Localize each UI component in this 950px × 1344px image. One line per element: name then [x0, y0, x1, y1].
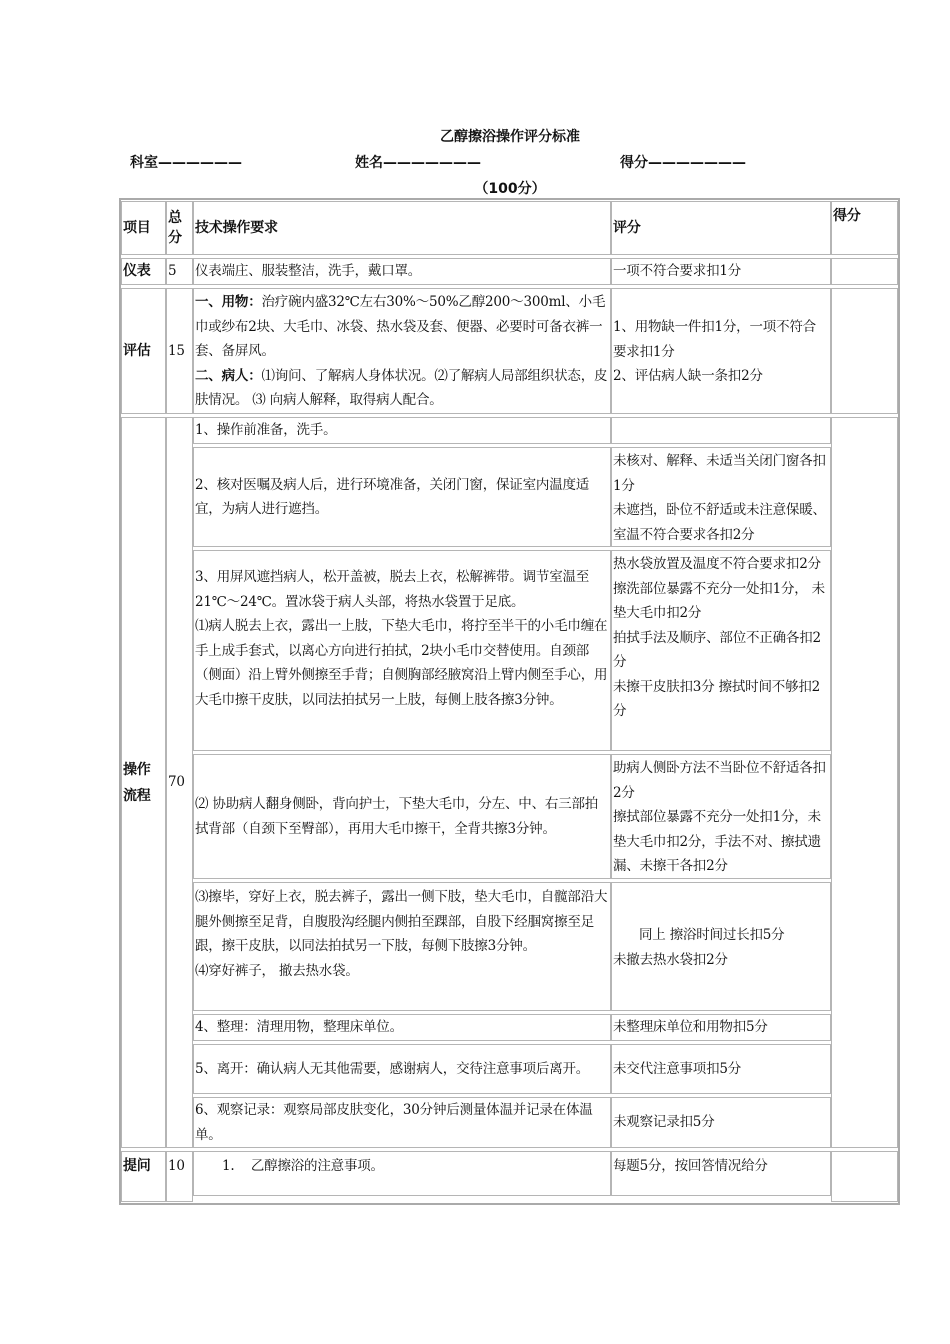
questions-item: 提问: [121, 1151, 166, 1202]
name-field: 姓名———————: [355, 155, 481, 171]
assessment-scoring-2: 2、评估病人缺一条扣2分: [613, 368, 763, 384]
procedure-step-upper-limb: [193, 550, 611, 751]
supplies-heading: 一、用物：: [195, 294, 262, 310]
procedure-step-back: ⑵ 协助病人翻身侧卧，背向护士，下垫大毛巾，分左、中、右三部拍拭背部（自颈下至臀部），再用大毛巾擦干，全背共擦3分钟。: [193, 754, 611, 879]
back-scoring-1: 助病人侧卧方法不当卧位不舒适各扣2分: [613, 760, 826, 801]
procedure-step-back-scoring: [611, 754, 831, 879]
header-item: 项目: [121, 201, 166, 255]
upper-limb-scoring-1: 热水袋放置及温度不符合要求扣2分: [613, 556, 821, 572]
upper-limb-scoring-4: 未擦干皮肤扣3分 擦拭时间不够扣2分: [613, 678, 821, 719]
procedure-score: [831, 417, 898, 1148]
assessment-scoring-1: 1、用物缺一件扣1分，一项不符合要求扣1分: [613, 319, 816, 360]
procedure-step-verify: 2、核对医嘱及病人后，进行环境准备，关闭门窗，保证室内温度适宜，为病人进行遮挡。: [193, 447, 611, 547]
supplies-text: 治疗碗内盛32℃左右30%～50%乙醇200～300ml、小毛巾或纱布2块、大毛巾、冰袋、热水袋及套、便器、必要时可备衣裤一套、备屏风。: [195, 294, 606, 359]
questions-points: 10: [166, 1151, 193, 1202]
total-points: （100分）: [474, 181, 546, 197]
appearance-item: 仪表: [121, 258, 166, 285]
assessment-requirement: [193, 288, 611, 414]
header-requirement: 技术操作要求: [193, 201, 611, 255]
procedure-step-leave: 5、离开：确认病人无其他需要，感谢病人，交待注意事项后离开。: [193, 1044, 611, 1094]
procedure-step-lower-limb-scoring: [611, 882, 831, 1011]
assessment-item: 评估: [121, 288, 166, 414]
verify-scoring-1: 未核对、解释、未适当关闭门窗各扣1分: [613, 453, 826, 494]
procedure-step-prepare-scoring: [611, 417, 831, 444]
assessment-score: [831, 288, 898, 414]
procedure-step-upper-limb-scoring: [611, 550, 831, 751]
assessment-scoring: [611, 288, 831, 414]
question-number: 1.: [222, 1158, 235, 1174]
upper-limb-prep: 3、用屏风遮挡病人，松开盖被，脱去上衣，松解裤带。调节室温至21℃～24℃。置冰袋于病人头部，将热水袋置于足底。: [195, 569, 590, 610]
lower-limb-finish: ⑷穿好裤子， 撤去热水袋。: [195, 962, 359, 979]
assessment-points: 15: [166, 288, 193, 414]
procedure-points: 70: [166, 417, 193, 1148]
header-score: 得分: [831, 201, 898, 255]
verify-scoring-2: 未遮挡，卧位不舒适或未注意保暖、室温不符合要求各扣2分: [613, 502, 826, 543]
assessment-patient: [195, 364, 609, 413]
procedure-step-verify-scoring: [611, 447, 831, 547]
header-scoring: 评分: [611, 201, 831, 255]
procedure-step-lower-limb: [193, 882, 611, 1011]
lower-limb-scoring-1: 同上 擦浴时间过长扣5分: [639, 927, 785, 943]
appearance-requirement: 仪表端庄、服装整洁，洗手，戴口罩。: [193, 258, 611, 285]
header-points: 总分: [166, 201, 193, 255]
procedure-step-record: 6、观察记录：观察局部皮肤变化，30分钟后测量体温并记录在体温单。: [193, 1097, 611, 1148]
department-field: 科室——————: [130, 155, 242, 171]
procedure-step-tidy: 4、整理：清理用物，整理床单位。: [193, 1014, 611, 1041]
upper-limb-scoring-2: 擦洗部位暴露不充分一处扣1分， 未垫大毛巾扣2分: [613, 580, 825, 621]
assessment-supplies: [195, 290, 609, 364]
document-title: 乙醇擦浴操作评分标准: [440, 129, 580, 145]
upper-limb-wipe: ⑴病人脱去上衣，露出一上肢，下垫大毛巾，将拧至半干的小毛巾缠在手上成手套式，以离心方向进行拍拭，2块小毛巾交替使用。自颈部（侧面）沿上臂外侧擦至手背；自侧胸部经腋窝沿上臂内侧至手心，用大毛巾擦干皮肤，以同法拍拭另一上肢，每侧上肢各擦3分钟。: [195, 618, 608, 708]
lower-limb-wipe: ⑶擦毕，穿好上衣，脱去裤子，露出一侧下肢，垫大毛巾，自髋部沿大腿外侧擦至足背，自腹股沟经腿内侧拍至踝部，自股下经腘窝擦至足跟，擦干皮肤，以同法拍拭另一下肢，每侧下肢擦3分钟。: [195, 889, 608, 954]
appearance-scoring: 一项不符合要求扣1分: [611, 258, 831, 285]
procedure-step-prepare: 1、操作前准备，洗手。: [193, 417, 611, 444]
question-text: 乙醇擦浴的注意事项。: [250, 1158, 384, 1174]
questions-scoring: 每题5分，按回答情况给分: [611, 1151, 831, 1196]
questions-requirement: [193, 1151, 611, 1196]
appearance-points: 5: [166, 258, 193, 285]
patient-text: ⑴询问、了解病人身体状况。⑵了解病人局部组织状态，皮肤情况。 ⑶ 向病人解释，取得病人配合。: [195, 367, 608, 408]
lower-limb-scoring-2: 未撤去热水袋扣2分: [613, 951, 728, 968]
procedure-step-record-scoring: 未观察记录扣5分: [611, 1097, 831, 1148]
back-scoring-2: 擦拭部位暴露不充分一处扣1分，未垫大毛巾扣2分，手法不对、擦拭遗漏、未擦干各扣2分: [613, 809, 821, 874]
questions-score: [831, 1151, 898, 1202]
procedure-step-tidy-scoring: 未整理床单位和用物扣5分: [611, 1014, 831, 1041]
patient-heading: 二、病人：: [195, 367, 262, 384]
score-field: 得分———————: [620, 155, 746, 171]
appearance-score: [831, 258, 898, 285]
procedure-item: 操作流程: [121, 417, 166, 1148]
procedure-step-leave-scoring: 未交代注意事项扣5分: [611, 1044, 831, 1094]
upper-limb-scoring-3: 拍拭手法及顺序、部位不正确各扣2分: [613, 629, 821, 670]
